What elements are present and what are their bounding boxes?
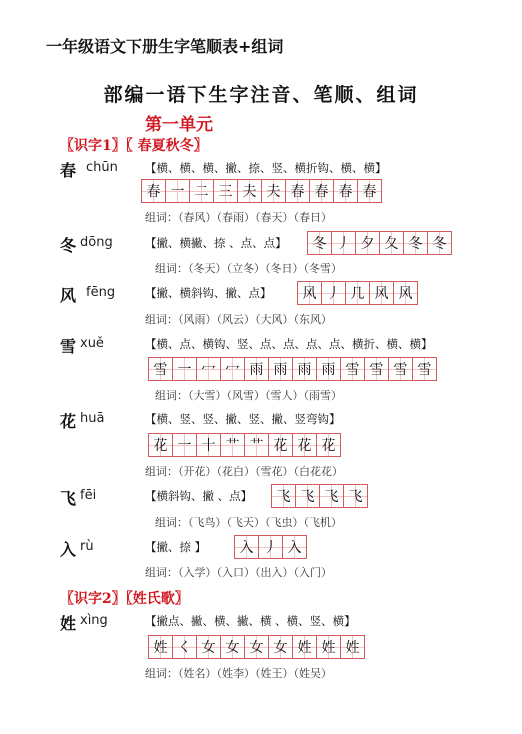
stroke-cell: 春 (358, 180, 381, 202)
stroke-cell: 飞 (344, 485, 367, 507)
stroke-cell: 雪 (341, 358, 365, 380)
stroke-cell: 飞 (320, 485, 344, 507)
stroke-cell: 夕 (356, 232, 380, 254)
stroke-cell: 姓 (293, 636, 317, 658)
stroke-cell: 入 (235, 536, 259, 558)
entry-character: 入 (60, 540, 77, 559)
stroke-cell: 一 (166, 180, 190, 202)
stroke-cell: 十 (197, 434, 221, 456)
stroke-cell: 花 (269, 434, 293, 456)
entry-character: 花 (60, 412, 77, 431)
stroke-cell: 女 (269, 636, 293, 658)
entry-stroke-names: 【撇、横斜钩、撇、点】 (145, 286, 272, 300)
stroke-cell: 冬 (428, 232, 451, 254)
stroke-cell: 一 (173, 434, 197, 456)
page-top-title: 一年级语文下册生字笔顺表+组词 (46, 37, 284, 56)
stroke-cell: 风 (370, 282, 394, 304)
entry-stroke-names: 【横斜钩、撇 、点】 (145, 489, 253, 503)
entry-character: 飞 (60, 489, 77, 508)
stroke-cell: 夫 (262, 180, 286, 202)
entry-stroke-names: 【横、横、横、撇、捺、竖、横折钩、横、横】 (145, 161, 387, 175)
stroke-cell: 姓 (317, 636, 341, 658)
entry-pinyin: dōng (80, 235, 113, 250)
entry-stroke-names: 【横、点、横钩、竖、点、点、点、点、横折、横、横】 (145, 337, 433, 351)
stroke-cell: 姓 (149, 636, 173, 658)
stroke-cell: 艹 (221, 434, 245, 456)
stroke-cell: 飞 (272, 485, 296, 507)
stroke-cell: 风 (394, 282, 417, 304)
entry-stroke-names: 【撇点、撇、横、撇、横 、横、竖、横】 (145, 614, 356, 628)
entry-character: 冬 (60, 236, 77, 255)
stroke-cell: 雪 (365, 358, 389, 380)
entry-stroke-names: 【横、竖、竖、撇、竖、撇、竖弯钩】 (145, 412, 341, 426)
entry-character: 风 (60, 286, 77, 305)
stroke-cell: 冬 (308, 232, 332, 254)
stroke-cell: 艹 (245, 434, 269, 456)
stroke-cell: 春 (286, 180, 310, 202)
entry-word-list: 组词：（冬天）（立冬）（冬日）（冬雪） (155, 262, 342, 275)
stroke-cell: 夫 (238, 180, 262, 202)
stroke-cell: く (173, 636, 197, 658)
stroke-cell: 雪 (389, 358, 413, 380)
stroke-cell: 丿 (332, 232, 356, 254)
entry-word-list: 组词：（风雨）（风云）（大风）（东风） (145, 313, 332, 326)
stroke-order-grid (141, 179, 382, 203)
entry-word-list: 组词：（飞鸟）（飞天）（飞虫）（飞机） (155, 516, 342, 529)
stroke-cell: 冖 (221, 358, 245, 380)
stroke-cell: 丿 (259, 536, 283, 558)
stroke-cell: 丿 (322, 282, 346, 304)
stroke-cell: 几 (346, 282, 370, 304)
stroke-cell: 三 (214, 180, 238, 202)
stroke-cell: 夂 (380, 232, 404, 254)
entry-character: 春 (60, 161, 77, 180)
entry-stroke-names: 【撇、捺 】 (145, 540, 207, 554)
stroke-cell: 女 (221, 636, 245, 658)
stroke-cell: 春 (334, 180, 358, 202)
stroke-cell: 春 (310, 180, 334, 202)
stroke-order-grid (307, 231, 452, 255)
stroke-cell: 冬 (404, 232, 428, 254)
stroke-cell: 飞 (296, 485, 320, 507)
stroke-cell: 雪 (413, 358, 436, 380)
stroke-cell: 女 (245, 636, 269, 658)
entry-pinyin: rù (80, 539, 94, 554)
stroke-cell: 二 (190, 180, 214, 202)
stroke-order-grid (148, 635, 365, 659)
stroke-cell: 姓 (341, 636, 364, 658)
section-heading-1: 〖识字1〗〖 春夏秋冬〗 (60, 138, 208, 154)
stroke-cell: 雨 (269, 358, 293, 380)
entry-word-list: 组词：（大雪）（风雪）（雪人）（雨雪） (155, 389, 342, 402)
stroke-order-grid (148, 433, 341, 457)
entry-word-list: 组词：（春风）（春雨）（春天）（春日） (145, 211, 332, 224)
stroke-order-grid (148, 357, 437, 381)
entry-word-list: 组词：（开花）（花白）（雪花）（白花花） (145, 465, 343, 478)
stroke-cell: 花 (149, 434, 173, 456)
entry-pinyin: huā (80, 411, 105, 426)
entry-character: 姓 (60, 614, 77, 633)
stroke-cell: 一 (173, 358, 197, 380)
entry-pinyin: xuě (80, 336, 104, 351)
document-title: 部编一语下生字注音、笔顺、组词 (103, 84, 419, 106)
stroke-cell: 雨 (317, 358, 341, 380)
entry-pinyin: chūn (86, 160, 118, 175)
stroke-cell: 入 (283, 536, 306, 558)
unit-title: 第一单元 (145, 115, 213, 135)
entry-stroke-names: 【撇、横撇、捺 、点、点】 (145, 236, 287, 250)
stroke-order-grid (234, 535, 307, 559)
stroke-cell: 风 (298, 282, 322, 304)
stroke-cell: 花 (317, 434, 340, 456)
stroke-cell: 雨 (293, 358, 317, 380)
stroke-cell: 女 (197, 636, 221, 658)
stroke-order-grid (271, 484, 368, 508)
entry-pinyin: fēng (86, 285, 116, 300)
entry-pinyin: fēi (80, 488, 97, 503)
stroke-cell: 春 (142, 180, 166, 202)
entry-character: 雪 (60, 337, 77, 356)
stroke-cell: 花 (293, 434, 317, 456)
entry-pinyin: xìng (80, 613, 108, 628)
stroke-cell: 冖 (197, 358, 221, 380)
section-heading-2: 〖识字2〗〖姓氏歌〗 (60, 591, 189, 607)
stroke-order-grid (297, 281, 418, 305)
entry-word-list: 组词：（姓名）（姓李）（姓王）（姓吴） (145, 667, 332, 680)
entry-word-list: 组词：（入学）（入口）（出入）（入门） (145, 566, 332, 579)
stroke-cell: 雪 (149, 358, 173, 380)
stroke-cell: 雨 (245, 358, 269, 380)
